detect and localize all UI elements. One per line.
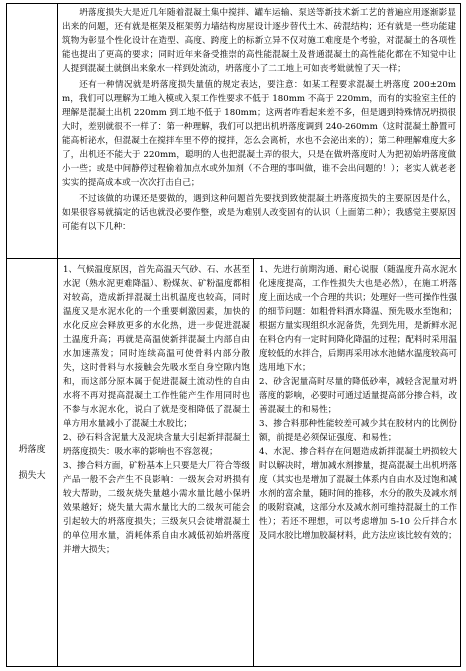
intro-paragraph: 不过该做的功课还是要做的，遇到这种问题首先要找到致使混凝土坍落度损失的主要原因是什么，如果很容易就搞定的话也就没必要作整，或是为难别人改变固有的认识（上面第二种）；我感觉主要原因可能有以下几种： — [62, 194, 456, 232]
intro-row — [7, 4, 460, 259]
cause-item: 2、砂石料含泥量大及泥块含量大引起新拌混凝土坍落度损失：吸水率的影响也不容忽视； — [63, 433, 250, 457]
cause-item: 1、气候温度原因，首先高温天气砂、石、水甚至水泥（熟水泥更难降温）、粉煤灰、矿粉温度都相对较高，造成新拌混凝土出机温度也较高，同时温度又是水泥水化的一个重要刺激因素，加快的水化反应会释放更多的水化热，进一步促进混凝土温度升高；再就是高温使新拌混凝土内部自由水加速蒸发；同时连续高温可使骨料内部分散失，这时骨料与水接触会先吸水至自身空隙内饱和，而这部分原本属于促进混凝土流动性的自由水将不再对提高混凝土工作性能产生作用同时也不参与水泥水化，说白了就是变相降低了混凝土单方用水量减小了混凝土水胶比； — [63, 265, 250, 429]
content-table — [6, 3, 461, 667]
detail-row — [7, 259, 460, 666]
row-label — [14, 437, 50, 489]
causes-cell — [58, 259, 254, 666]
intro-paragraph: 还有一种情况就是坍落度损失量值的规定表达，要注意：如某工程要求混凝土坍落度 200±20mm，我们可以理解为工地入模或入泵工作性要求不低于 180mm 不高于 220mm，而有的实验室主任的理解是混凝土出机 220mm 到工地不低于 180mm；这两者咋看起来差不多，但是遇到特殊情况坍损很大时，差别就很不一样了：第一种理解，我们可以把出机坍落度调到 240-260mm（这时混凝土静置可能高析泌水，但混凝土在搅拌车里不停的搅拌，怎么会离析，水也不会泌出来的）；第二种理解难度大多了，出机还不能大于 220mm，聪明的人也把混凝土弄的很大，只是在做坍落度时人为把初始坍落度做小一些；或是中间静停过程偷着加点水或外加剂（不合理的事叫做，谁不会出问题的！）；老实人就老老实实的提高成本或一次次打击自己； — [62, 80, 456, 188]
solution-item: 4、水泥、掺合料存在问题造成新拌混凝土坍损较大时以解决时，增加减水剂掺量，提高混凝土出机坍落度（其实也是增加了混凝土体系内自由水及过饱和减水剂的富余量，随时间的推移，水分的散失及减水剂的吸附衰减，这部分水及减水剂可维持混凝土的工作性）；若还不理想，可以考虑增加 5-10 公斤拌合水及同水胶比增加胶凝材料，此方法应该比较有效的； — [259, 447, 457, 541]
solutions-cell — [254, 259, 460, 666]
intro-paragraph: 坍落度损失大是近几年随着混凝土集中搅拌、罐车运输、泵送等新技术新工艺的普遍应用逐渐影显出来的问题，还有就是框架及框架剪力墙结构房屋设计逐步替代土木、砖混结构；还有就是一些功能建筑物为彰显个性化设计在造型、高度、跨度上的标新立异不仅对施工难度是个考验，对混凝土的各项性能也提出了更高的要求；同时近年来备受推崇的高性能混凝土及普通混凝土的高性能化都在不知觉中让人提到混凝土就倒出来象水一样到处流动，坍落度小了二工地上可如丧考妣就惶了天一样； — [62, 8, 456, 74]
intro-text-cell — [58, 4, 460, 258]
row-label-cell — [7, 259, 58, 666]
intro-label-cell — [7, 4, 58, 258]
solution-item: 1、先进行前期沟通、耐心说服（随温度升高水泥水化速度提高，工作性损失大也是必然），在施工坍落度上面达成一个合理的共识；处理好一些可操作性强的细节问题：如粗骨料洒水降温、预先吸水至饱和；根据方量实现组织水泥备货，先到先用，是新鲜水泥在料仓内有一定时间降化降温的过程；配料时采用温度较低的水拌合，后期再采用冰水池储水温度较高可选用地下水； — [259, 265, 457, 373]
cause-item: 3、掺合料方面，矿粉基本上只要是大厂符合等级产品一般不会产生不良影响：一级灰会对坍损有较大帮助，二级灰烧失量越小需水量比越小保坍效果越好；烧失量大需水量比大的二级灰可能会引起较大的坍落度损失；三级灰只会徒增混凝土的单位用水量，消耗体系自由水减低初始坍落度并增大损失； — [63, 461, 250, 555]
solution-item: 3、掺合料那种性能较差可减少其在胶材内的比例份额，前提是必须保证强度、和易性； — [259, 419, 457, 443]
row-label-line: 损失大 — [18, 470, 46, 481]
solution-item: 2、砂含泥量高时尽量的降低砂率，减轻含泥量对坍落度的影响，必要时可通过适量提高部分掺合料，改善混凝土的和易性； — [259, 377, 457, 415]
row-label-line: 坍落度 — [18, 444, 46, 455]
